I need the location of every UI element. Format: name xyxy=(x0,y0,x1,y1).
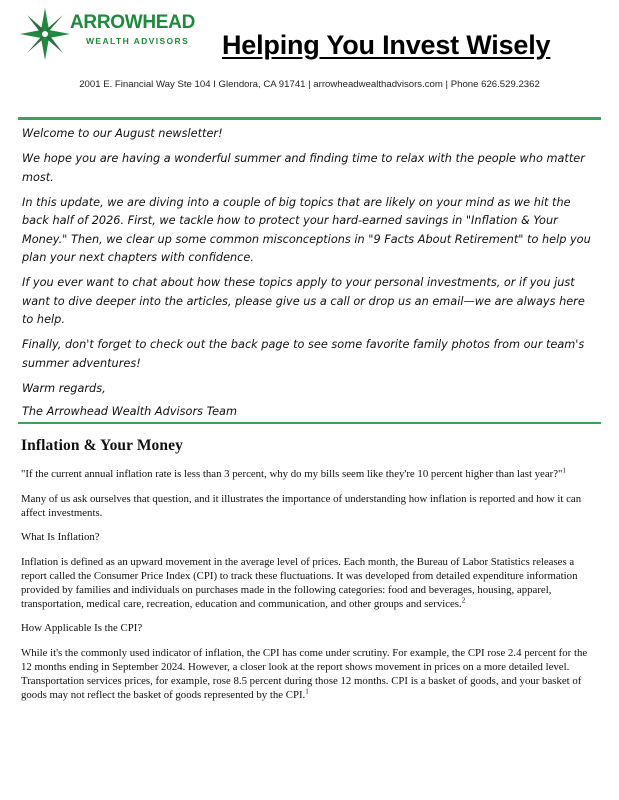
compass-star-icon xyxy=(18,6,72,62)
letter-paragraph: Finally, don't forget to check out the back page to see some favorite family photos from our team's summer adventures! xyxy=(22,338,585,370)
logo-wordmark: ARROWHEAD xyxy=(70,12,196,33)
footnote-ref: 1 xyxy=(562,466,566,475)
letter-closing: Warm regards, xyxy=(22,381,106,395)
article-body: While it's the commonly used indicator of inflation, the CPI has come under scrutiny. For example, the CPI rose 2.4 percent for the 12 months ending in September 2024. However, a closer look at the report shows movement in prices on a more detailed level. Transportation services prices, for example, rose 8.5 percent during those 12 months. CPI is a basket of goods, and your basket of goods may not reflect the basket of goods represented by the CPI.$^1$ xyxy=(21,647,588,701)
contact-line: 2001 E. Financial Way Ste 104 I Glendora, CA 91741 | arrowheadwealthadvisors.com | Phone 626.529.2362 xyxy=(79,79,540,90)
article-intro: Many of us ask ourselves that question, and it illustrates the importance of understanding how inflation is reported and how it can affect investments. xyxy=(21,492,582,519)
letter-paragraph: We hope you are having a wonderful summer and finding time to relax with the people who matter most. xyxy=(22,152,585,184)
article-subheading: How Applicable Is the CPI? xyxy=(21,622,143,635)
article-body: Inflation is defined as an upward movement in the average level of prices. Each month, the Bureau of Labor Statistics releases a report called the Consumer Price Index (CPI) to track these fluctuations. It was developed from detailed expenditure information provided by families and individuals on purchases made in the following categories: food and beverages, housing, apparel, transportation, medical care, recreation, education and communication, and other groups and services.$^2$ xyxy=(21,556,578,610)
footnote-ref: 2 xyxy=(461,595,466,604)
article-quote: "If the current annual inflation rate is less than 3 percent, why do my bills seem like they're 10 percent higher than last year?"$^1$ xyxy=(21,466,566,480)
article-title: Inflation & Your Money xyxy=(21,437,183,454)
footnote-ref: 1 xyxy=(305,686,309,695)
welcome-letter xyxy=(22,125,597,428)
section-divider xyxy=(18,422,601,424)
letter-greeting: Welcome to our August newsletter! xyxy=(22,127,223,140)
logo-tagline: WEALTH ADVISORS xyxy=(86,36,190,46)
page-headline: Helping You Invest Wisely xyxy=(222,30,551,60)
letter-signature: The Arrowhead Wealth Advisors Team xyxy=(22,405,237,418)
inflation-article xyxy=(21,436,599,713)
company-logo xyxy=(18,6,196,62)
letter-paragraph: In this update, we are diving into a couple of big topics that are likely on your mind as we hit the back half of 2026. First, we tackle how to protect your hard-earned savings in "Inflation & Your Money." Then, we clear up some common misconceptions in "9 Facts About Retirement" to help you plan your next chapters with confidence. xyxy=(22,195,591,264)
article-subheading: What Is Inflation? xyxy=(21,531,100,544)
letter-paragraph: If you ever want to chat about how these topics apply to your personal investments, or if you just want to dive deeper into the articles, please give us a call or drop us an email—we are always here to help. xyxy=(22,276,585,326)
header-divider xyxy=(18,117,601,120)
